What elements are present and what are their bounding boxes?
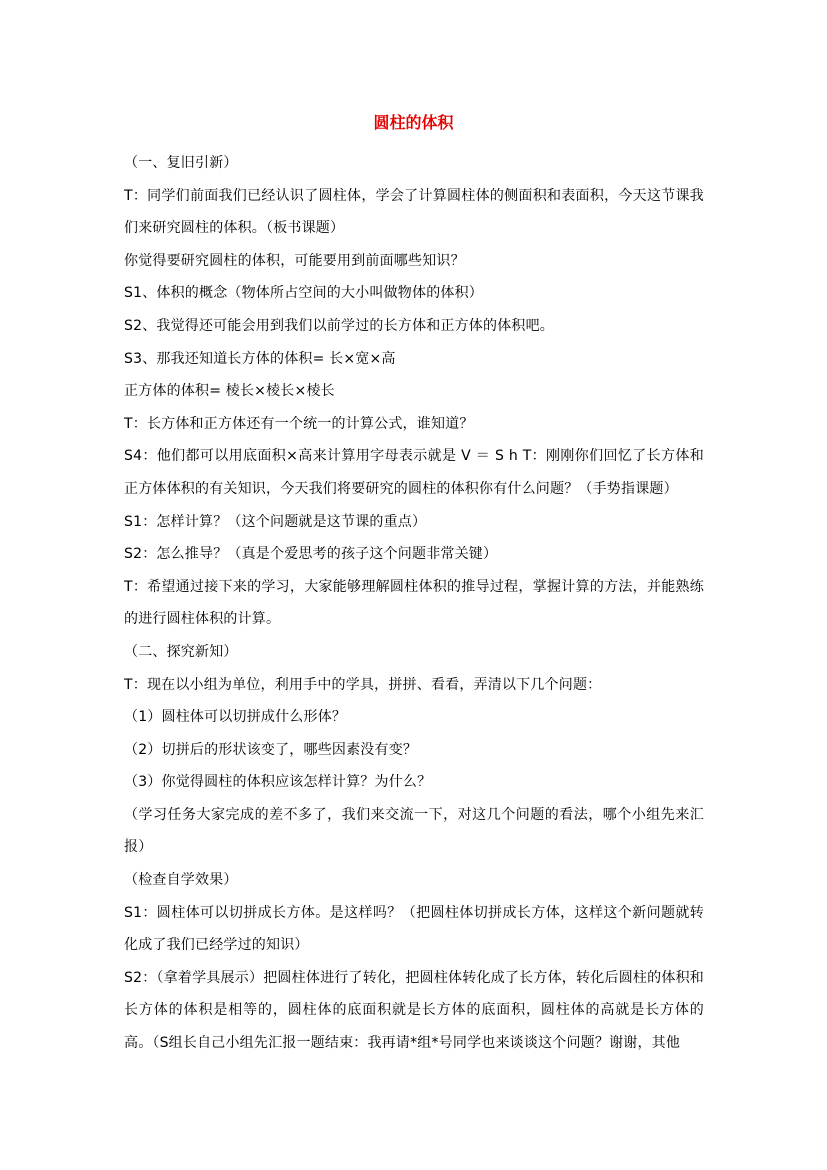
paragraph: S2：怎么推导？（真是个爱思考的孩子这个问题非常关键） bbox=[124, 546, 498, 563]
paragraph: T：现在以小组为单位，利用手中的学具，拼拼、看看，弄清以下几个问题： bbox=[124, 676, 602, 693]
section-heading: （二、探究新知） bbox=[124, 643, 238, 660]
paragraph: S3、那我还知道长方体的体积= 长×宽×高 bbox=[124, 350, 396, 367]
question-item: （3）你觉得圆柱的体积应该怎样计算？为什么？ bbox=[124, 774, 432, 791]
section-heading: （一、复旧引新） bbox=[124, 155, 238, 171]
paragraph: S4：他们都可以用底面积×高来计算用字母表示就是 V ＝ S h T：刚刚你们回忆了长方体和正方体体积的有关知识，今天我们将要研究的圆柱的体积你有什么问题？（手势指课题） bbox=[124, 448, 704, 497]
paragraph: S1、体积的概念（物体所占空间的大小叫做物体的体积） bbox=[124, 285, 483, 302]
question-item: （2）切拼后的形状该变了，哪些因素没有变？ bbox=[124, 741, 418, 758]
paragraph: （学习任务大家完成的差不多了，我们来交流一下，对这几个问题的看法，哪个小组先来汇报） bbox=[124, 806, 704, 856]
paragraph: （检查自学效果） bbox=[124, 872, 238, 889]
paragraph: T：希望通过接下来的学习，大家能够理解圆柱体积的推导过程，掌握计算的方法，并能熟练的进行圆柱体积的计算。 bbox=[124, 578, 704, 628]
question-item: （1）圆柱体可以切拼成什么形体？ bbox=[124, 709, 347, 726]
paragraph: T：同学们前面我们已经认识了圆柱体，学会了计算圆柱体的侧面积和表面积，今天这节课我们来研究圆柱的体积。（板书课题） bbox=[124, 187, 704, 237]
paragraph: 你觉得要研究圆柱的体积，可能要用到前面哪些知识？ bbox=[124, 252, 465, 269]
paragraph: 正方体的体积= 棱长×棱长×棱长 bbox=[124, 383, 335, 400]
paragraph: T：长方体和正方体还有一个统一的计算公式，谁知道？ bbox=[124, 415, 474, 432]
paragraph: S2、我觉得还可能会用到我们以前学过的长方体和正方体的体积吧。 bbox=[124, 317, 554, 334]
document-title: 圆柱的体积 bbox=[373, 113, 454, 132]
paragraph: S1：怎样计算？（这个问题就是这节课的重点） bbox=[124, 513, 427, 530]
document-body bbox=[124, 147, 704, 1060]
paragraph: S1：圆柱体可以切拼成长方体。是这样吗？（把圆柱体切拼成长方体，这样这个新问题就转化成了我们已经学过的知识） bbox=[124, 904, 704, 954]
paragraph: S2：（拿着学具展示）把圆柱体进行了转化，把圆柱体转化成了长方体，转化后圆柱的体积和长方体的体积是相等的，圆柱体的底面积就是长方体的底面积，圆柱体的高就是长方体的高。（S组长自己小组先汇报一题结束：我再请*组*号同学也来谈谈这个问题？谢谢，其他 bbox=[124, 969, 704, 1052]
